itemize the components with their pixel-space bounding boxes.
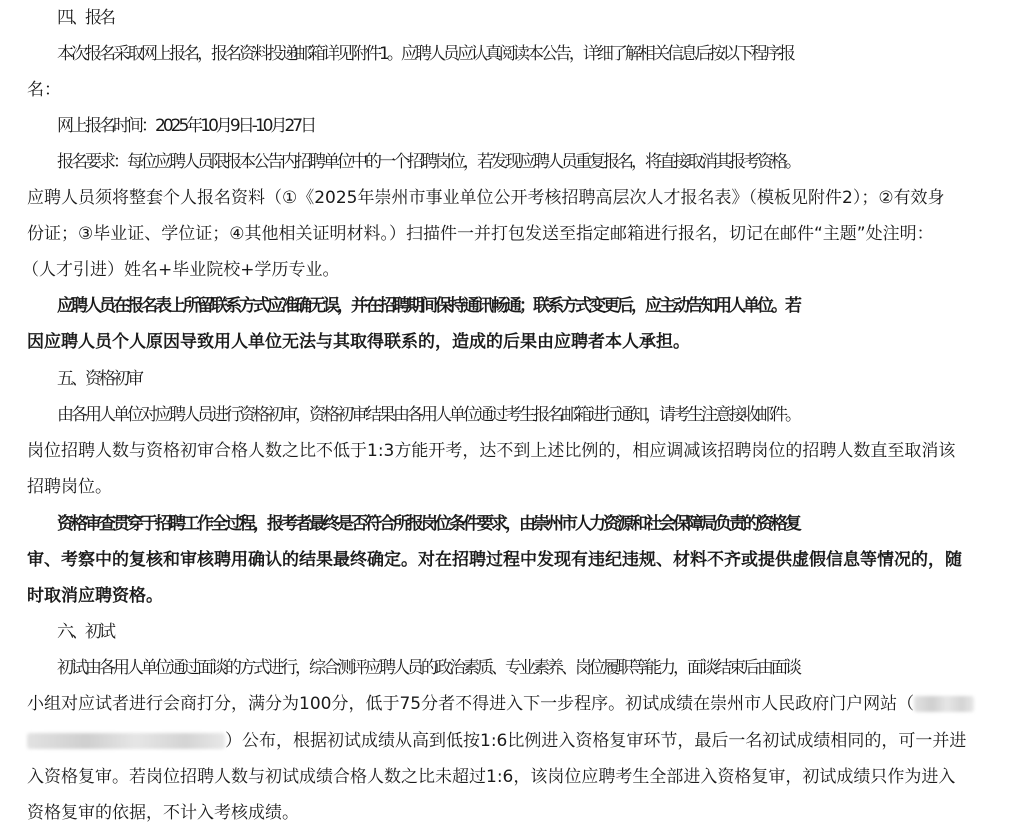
paragraph-line: （人才引进）姓名+毕业院校+学历专业。 — [22, 260, 340, 280]
paragraph-text: 小组对应试者进行会商打分，满分为100分，低于75分者不得进入下一步程序。初试成绩在崇州市人民政府门户网站（ — [27, 694, 915, 714]
paragraph-line: 本次报名采取网上报名，报名资料投递邮箱详见附件1。应聘人员应认真阅读本公告，详细了解相关信息后按以下程序报 — [57, 44, 793, 64]
paragraph-line — [27, 729, 995, 753]
paragraph-line: 初试由各用人单位通过面谈的方式进行，综合测评应聘人员的政治素质、专业素养、岗位履职等能力，面谈结束后由面谈 — [57, 658, 799, 678]
paragraph-line: 应聘人员须将整套个人报名资料（①《2025年崇州市事业单位公开考核招聘高层次人才报名表》（模板见附件2）；②有效身 — [27, 188, 945, 208]
paragraph-line — [27, 692, 995, 716]
bold-paragraph-line: 审、考察中的复核和审核聘用确认的结果最终确定。对在招聘过程中发现有违纪违规、材料不齐或提供虚假信息等情况的，随 — [27, 550, 962, 570]
paragraph-line: 入资格复审。若岗位招聘人数与初试成绩合格人数之比未超过1:6，该岗位应聘考生全部进入资格复审，初试成绩只作为进入 — [27, 767, 956, 787]
paragraph-text: ）公布，根据初试成绩从高到低按1:6比例进入资格复审环节，最后一名初试成绩相同的，可一并进 — [225, 731, 967, 751]
paragraph-line: 招聘岗位。 — [27, 477, 112, 497]
paragraph-line: 份证；③毕业证、学位证；④其他相关证明材料。）扫描件一并打包发送至指定邮箱进行报名，切记在邮件“主题”处注明： — [27, 224, 934, 244]
section-5-heading: 五、资格初审 — [57, 369, 141, 389]
bold-paragraph-line: 应聘人员在报名表上所留联系方式应准确无误，并在招聘期间保持通讯畅通；联系方式变更后，应主动告知用人单位。若 — [57, 296, 799, 316]
paragraph-line: 报名要求：每位应聘人员限报本公告内招聘单位中的一个招聘岗位，若发现应聘人员重复报名，将直接取消其报考资格。 — [57, 152, 799, 172]
paragraph-line: 资格复审的依据，不计入考核成绩。 — [27, 803, 299, 823]
section-6-heading: 六、初试 — [57, 622, 113, 642]
redacted-url-end — [27, 733, 225, 749]
paragraph-line: 岗位招聘人数与资格初审合格人数之比不低于1:3方能开考，达不到上述比例的，相应调减该招聘岗位的招聘人数直至取消该 — [27, 441, 956, 461]
registration-time: 网上报名时间：2025年10月9日-10月27日 — [57, 116, 315, 136]
bold-paragraph-line: 时取消应聘资格。 — [27, 586, 163, 606]
paragraph-line: 名： — [27, 80, 61, 100]
section-4-heading: 四、报名 — [57, 8, 113, 28]
bold-paragraph-line: 资格审查贯穿于招聘工作全过程，报考者最终是否符合所报岗位条件要求，由崇州市人力资源和社会保障局负责的资格复 — [57, 514, 799, 534]
redacted-url-start — [914, 696, 974, 712]
paragraph-line: 由各用人单位对应聘人员进行资格初审，资格初审结果由各用人单位通过考生报名邮箱进行通知，请考生注意接收邮件。 — [57, 405, 799, 425]
bold-paragraph-line: 因应聘人员个人原因导致用人单位无法与其取得联系的，造成的后果由应聘者本人承担。 — [27, 332, 690, 352]
